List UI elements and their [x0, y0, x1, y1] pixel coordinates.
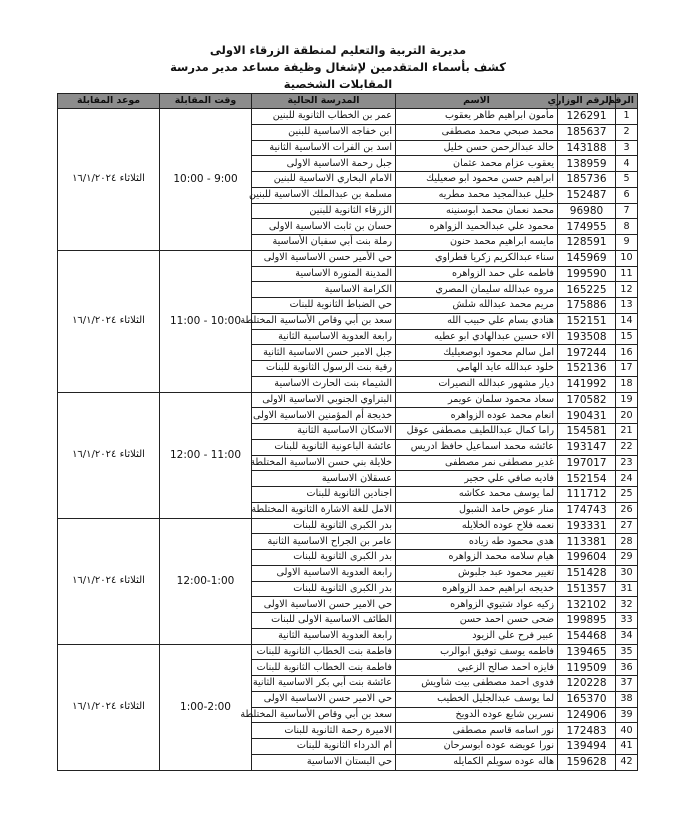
current-school: ام الدرداء الثانوية للبنات [252, 739, 396, 755]
applicant-name: فاديه صافي علي حجير [396, 471, 558, 487]
national-id: 139494 [558, 739, 616, 755]
row-number: 7 [616, 203, 638, 219]
national-id: 165225 [558, 282, 616, 298]
table-header-row [58, 94, 638, 109]
national-id: 185736 [558, 172, 616, 188]
national-id: 185637 [558, 124, 616, 140]
current-school: خديجة أم المؤمنين الاساسية الاولى [252, 408, 396, 424]
interview-time: 1:00-2:00 [160, 644, 252, 770]
applicant-name: خلود عبدالله عايد الهامي [396, 361, 558, 377]
row-number: 11 [616, 266, 638, 282]
current-school: اجنادين الثانوية للبنات [252, 487, 396, 503]
row-number: 4 [616, 156, 638, 172]
applicant-name: نور اسامه قاسم مصطفى [396, 723, 558, 739]
national-id: 152151 [558, 313, 616, 329]
current-school: رابعة العدوية الاساسية الثانية [252, 628, 396, 644]
national-id: 199590 [558, 266, 616, 282]
applicant-name: هدى محمود طه زياده [396, 534, 558, 550]
row-number: 28 [616, 534, 638, 550]
row-number: 35 [616, 644, 638, 660]
national-id: 154468 [558, 628, 616, 644]
row-number: 27 [616, 518, 638, 534]
table-row [58, 644, 638, 660]
applicant-name: مريم محمد عبدالله شلش [396, 298, 558, 314]
list-title: كشف بأسماء المتقدمين لإشغال وظيفة مساعد مدير مدرسة [170, 60, 506, 74]
national-id: 172483 [558, 723, 616, 739]
applicant-name: امل سالم محمود ابوصعيليك [396, 345, 558, 361]
table-row [58, 250, 638, 266]
national-id: 190431 [558, 408, 616, 424]
national-id: 145969 [558, 250, 616, 266]
national-id: 139465 [558, 644, 616, 660]
current-school: خلايلة بني حسن الاساسية المختلطة [252, 455, 396, 471]
row-number: 13 [616, 298, 638, 314]
national-id: 197244 [558, 345, 616, 361]
current-school: رابعة العدوية الاساسية الثانية [252, 329, 396, 345]
current-school: اسد بن الفرات الاساسية الثانية [252, 140, 396, 156]
col-header-number: الرقم [616, 94, 638, 109]
applicant-name: هيام سلامه محمد الزواهره [396, 550, 558, 566]
interview-time: 11:00 - 12:00 [160, 392, 252, 518]
applicant-name: هنادي بسام علي حبيب الله [396, 313, 558, 329]
applicants-table [57, 93, 638, 771]
directorate-title: مديرية التربية والتعليم لمنطقة الزرقاء الاولى [209, 43, 467, 57]
table-row [58, 392, 638, 408]
current-school: رقية بنت الرسول الثانوية للبنات [252, 361, 396, 377]
applicant-name: غدير مصطفى نمر مصطفى [396, 455, 558, 471]
national-id: 197017 [558, 455, 616, 471]
current-school: عامر بن الجراح الاساسية الثانية [252, 534, 396, 550]
applicant-name: فايزه احمد صالح الزعبي [396, 660, 558, 676]
applicant-name: خديجه ابراهيم حمد الزواهره [396, 581, 558, 597]
current-school: الاميرة رحمة الثانوية للبنات [252, 723, 396, 739]
national-id: 143188 [558, 140, 616, 156]
current-school: عائشة الباعونية الثانوية للبنات [252, 439, 396, 455]
national-id: 128591 [558, 235, 616, 251]
current-school: بدر الكبرى الثانوية للبنات [252, 581, 396, 597]
applicant-name: ضحى حسن احمد حسن [396, 613, 558, 629]
national-id: 124906 [558, 707, 616, 723]
row-number: 14 [616, 313, 638, 329]
applicant-name: منار عوض حامد الشبول [396, 502, 558, 518]
table-row [58, 518, 638, 534]
current-school: المدينة المنورة الاساسية [252, 266, 396, 282]
current-school: عمر بن الخطاب الثانوية للبنين [252, 109, 396, 125]
current-school: مسلمة بن عبدالملك الاساسية للبنين [252, 187, 396, 203]
row-number: 40 [616, 723, 638, 739]
applicant-name: مايسه ابراهيم محمد حنون [396, 235, 558, 251]
row-number: 39 [616, 707, 638, 723]
row-number: 3 [616, 140, 638, 156]
national-id: 170582 [558, 392, 616, 408]
current-school: فاطمة بنت الخطاب الثانوية للبنات [252, 644, 396, 660]
current-school: الزرقاء الثانوية للبنين [252, 203, 396, 219]
interview-date: الثلاثاء ١٦/١/٢٠٢٤ [58, 392, 160, 518]
current-school: البتراوي الجنوبي الاساسية الاولى [252, 392, 396, 408]
applicant-name: خالد عبدالرحمن حسن خليل [396, 140, 558, 156]
applicant-name: فدوى احمد مصطفى بيت شاويش [396, 676, 558, 692]
current-school: رملة بنت أبي سفيان الأساسية [252, 235, 396, 251]
national-id: 175886 [558, 298, 616, 314]
national-id: 199895 [558, 613, 616, 629]
applicant-name: ابراهيم حسن محمود ابو صعيليك [396, 172, 558, 188]
current-school: الكرامة الاساسية [252, 282, 396, 298]
row-number: 37 [616, 676, 638, 692]
national-id: 174955 [558, 219, 616, 235]
national-id: 119509 [558, 660, 616, 676]
current-school: جبل الامير حسن الاساسية الثانية [252, 345, 396, 361]
applicant-name: محمد نعمان محمد ابوسنينه [396, 203, 558, 219]
national-id: 113381 [558, 534, 616, 550]
row-number: 16 [616, 345, 638, 361]
national-id: 154581 [558, 424, 616, 440]
current-school: حي البستان الاساسية [252, 754, 396, 770]
row-number: 23 [616, 455, 638, 471]
document-header [0, 42, 676, 93]
row-number: 22 [616, 439, 638, 455]
interview-date: الثلاثاء ١٦/١/٢٠٢٤ [58, 644, 160, 770]
current-school: سعد بن أبي وقاص الأساسية المختلطة [252, 313, 396, 329]
current-school: الطائف الاساسية الاولى للبنات [252, 613, 396, 629]
national-id: 193147 [558, 439, 616, 455]
applicant-name: راما كمال عبداللطيف مصطفى عوقل [396, 424, 558, 440]
applicant-name: هاله عوده سويلم الكمايله [396, 754, 558, 770]
national-id: 152487 [558, 187, 616, 203]
row-number: 20 [616, 408, 638, 424]
current-school: سعد بن أبي وقاص الأساسية المختلطة [252, 707, 396, 723]
row-number: 24 [616, 471, 638, 487]
row-number: 25 [616, 487, 638, 503]
row-number: 33 [616, 613, 638, 629]
applicant-name: مأمون ابراهيم طاهر يعقوب [396, 109, 558, 125]
row-number: 15 [616, 329, 638, 345]
current-school: الشيماء بنت الحارث الاساسية [252, 376, 396, 392]
row-number: 32 [616, 597, 638, 613]
national-id: 120228 [558, 676, 616, 692]
row-number: 10 [616, 250, 638, 266]
current-school: ابن خفاجه الاساسية للبنين [252, 124, 396, 140]
interview-date: الثلاثاء ١٦/١/٢٠٢٤ [58, 109, 160, 251]
current-school: الامل للغة الاشارة الثانوية المختلطة [252, 502, 396, 518]
row-number: 26 [616, 502, 638, 518]
interview-time: 12:00-1:00 [160, 518, 252, 644]
applicant-name: الاء حسين عبدالهادي ابو عطيه [396, 329, 558, 345]
national-id: 159628 [558, 754, 616, 770]
applicant-name: انعام محمد عوده الزواهره [396, 408, 558, 424]
row-number: 41 [616, 739, 638, 755]
national-id: 193331 [558, 518, 616, 534]
row-number: 38 [616, 691, 638, 707]
applicant-name: فاطمه علي حمد الزواهره [396, 266, 558, 282]
applicant-name: سناء عبدالكريم زكريا قطراوي [396, 250, 558, 266]
applicant-name: عبير فرح علي الزيود [396, 628, 558, 644]
row-number: 29 [616, 550, 638, 566]
national-id: 193508 [558, 329, 616, 345]
row-number: 21 [616, 424, 638, 440]
row-number: 18 [616, 376, 638, 392]
national-id: 96980 [558, 203, 616, 219]
current-school: رابعة العدوية الاساسية الاولى [252, 565, 396, 581]
row-number: 9 [616, 235, 638, 251]
row-number: 17 [616, 361, 638, 377]
col-header-national-id: الرقم الوزاري [558, 94, 616, 109]
applicant-name: مروه عبدالله سليمان المصري [396, 282, 558, 298]
col-header-time: وقت المقابلة [160, 94, 252, 109]
row-number: 5 [616, 172, 638, 188]
interviews-subtitle: المقابلات الشخصية [283, 77, 393, 91]
row-number: 31 [616, 581, 638, 597]
row-number: 42 [616, 754, 638, 770]
col-header-school: المدرسة الحالية [252, 94, 396, 109]
row-number: 36 [616, 660, 638, 676]
applicant-name: نعمه فلاح عوده الخلايله [396, 518, 558, 534]
current-school: حي الضباط الثانوية للبنات [252, 298, 396, 314]
interview-date: الثلاثاء ١٦/١/٢٠٢٤ [58, 250, 160, 392]
national-id: 111712 [558, 487, 616, 503]
current-school: بدر الكبرى الثانوية للبنات [252, 550, 396, 566]
row-number: 12 [616, 282, 638, 298]
row-number: 8 [616, 219, 638, 235]
applicant-name: تغيير محمود عبد جلبوش [396, 565, 558, 581]
interview-time: 10:00 - 11:00 [160, 250, 252, 392]
national-id: 152136 [558, 361, 616, 377]
row-number: 6 [616, 187, 638, 203]
applicant-name: فاطمه يوسف توفيق ابوالرب [396, 644, 558, 660]
applicant-name: لما يوسف محمد عكاشه [396, 487, 558, 503]
applicant-name: عائشه محمد اسماعيل حافظ ادريس [396, 439, 558, 455]
national-id: 151428 [558, 565, 616, 581]
applicant-name: نسرين شايع عوده الدويخ [396, 707, 558, 723]
row-number: 1 [616, 109, 638, 125]
national-id: 138959 [558, 156, 616, 172]
national-id: 199604 [558, 550, 616, 566]
col-header-date: موعد المقابلة [58, 94, 160, 109]
table-body [58, 109, 638, 771]
row-number: 30 [616, 565, 638, 581]
interview-date: الثلاثاء ١٦/١/٢٠٢٤ [58, 518, 160, 644]
row-number: 2 [616, 124, 638, 140]
national-id: 141992 [558, 376, 616, 392]
row-number: 34 [616, 628, 638, 644]
current-school: بدر الكبرى الثانوية للبنات [252, 518, 396, 534]
applicant-name: محمد صبحي محمد مصطفى [396, 124, 558, 140]
applicant-name: محمود علي عبدالحميد الزواهره [396, 219, 558, 235]
national-id: 165370 [558, 691, 616, 707]
current-school: الاسكان الاساسية الثانية [252, 424, 396, 440]
interview-time: 9:00 - 10:00 [160, 109, 252, 251]
current-school: حسان بن ثابت الاساسية الاولى [252, 219, 396, 235]
national-id: 132102 [558, 597, 616, 613]
national-id: 152154 [558, 471, 616, 487]
current-school: عائشة بنت أبي بكر الاساسية الثانية [252, 676, 396, 692]
national-id: 151357 [558, 581, 616, 597]
applicant-name: نورا عويضه عوده ابوسرحان [396, 739, 558, 755]
national-id: 174743 [558, 502, 616, 518]
current-school: جبل رحمة الاساسية الاولى [252, 156, 396, 172]
applicant-name: سعاد محمود سلمان عويمر [396, 392, 558, 408]
current-school: عسقلان الاساسية [252, 471, 396, 487]
applicant-name: زكيه عواد شتيوي الزواهره [396, 597, 558, 613]
applicant-name: ديار مشهور عبدالله النصيرات [396, 376, 558, 392]
current-school: حي الامير حسن الاساسية الاولى [252, 597, 396, 613]
current-school: حي الأمير حسن الاساسية الاولى [252, 250, 396, 266]
col-header-name: الاسم [396, 94, 558, 109]
applicant-name: لما يوسف عبدالجليل الخطيب [396, 691, 558, 707]
applicant-name: يعقوب عزام محمد عثمان [396, 156, 558, 172]
current-school: حي الامير حسن الاساسية الاولى [252, 691, 396, 707]
table-row [58, 109, 638, 125]
current-school: الامام البخاري الاساسية للبنين [252, 172, 396, 188]
national-id: 126291 [558, 109, 616, 125]
applicant-name: خليل عبدالمجيد محمد مطريه [396, 187, 558, 203]
row-number: 19 [616, 392, 638, 408]
current-school: فاطمة بنت الخطاب الثانوية للبنات [252, 660, 396, 676]
